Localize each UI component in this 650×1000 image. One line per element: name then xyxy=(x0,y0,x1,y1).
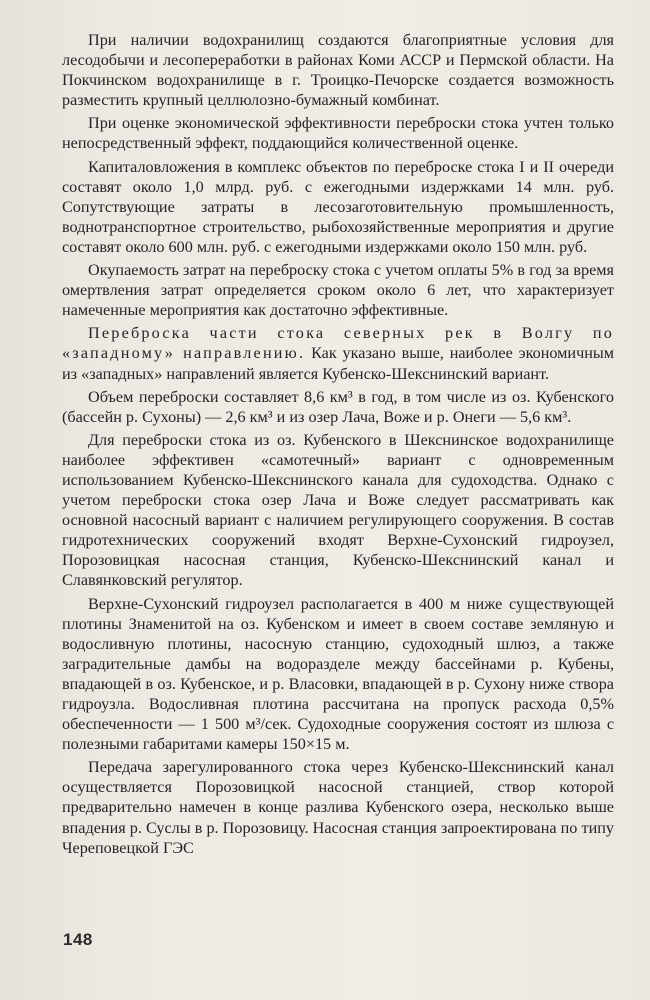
paragraph-canal-options: Для переброски стока из оз. Кубенского в Шекснинское водохранилище наиболее эффективен «самотечный» вариант с одновременным использованием Кубенско-Шекснинского канала для судоходства. Однако с учетом переброски стока озер Лача и Воже следует рассматривать как основной насосный вариант с наличием регулирующего сооружения. В состав гидротехнических сооружений входят Верхне-Сухонский гидроузел, Порозовицкая насосная станция, Кубенско-Шекснинский канал и Славянковский регулятор. xyxy=(62,430,614,590)
page-number: 148 xyxy=(63,930,93,949)
paragraph-western-direction xyxy=(62,323,614,383)
paragraph-capital-investment: Капиталовложения в комплекс объектов по переброске стока I и II очереди составят около 1,0 млрд. руб. с ежегодными издержками 14 млн. руб. Сопутствующие затраты в лесозаготовительную промышленность, воднотранспортное строительство, рыбохозяйственные мероприятия и другие составят около 600 млн. руб. с ежегодными издержками около 150 млн. руб. xyxy=(62,157,614,256)
section-heading-continuation: Как указано выше, наиболее экономичным из «западных» направлений является Кубенско-Шекснинский вариант. xyxy=(62,344,614,383)
section-heading-run-in: Переброска части стока северных рек в Волгу по «западному» направлению. xyxy=(62,324,614,363)
paragraph-reservoirs: При наличии водохранилищ создаются благоприятные условия для лесодобычи и лесопереработки в районах Коми АССР и Пермской области. На Покчинском водохранилище в г. Троицко-Печорске создается возможность разместить крупный целлюлозно-бумажный комбинат. xyxy=(62,31,614,110)
paragraph-transfer-volume: Объем переброски составляет 8,6 км³ в год, в том числе из оз. Кубенского (бассейн р. Сухоны) — 2,6 км³ и из озер Лача, Воже и р. Онеги — 5,6 км³. xyxy=(62,387,614,426)
body-text xyxy=(62,30,614,861)
paragraph-evaluation: При оценке экономической эффективности переброски стока учтен только непосредственный эффект, поддающийся количественной оценке. xyxy=(62,114,614,153)
paragraph-hydro-node: Верхне-Сухонский гидроузел располагается в 400 м ниже существующей плотины Знаменитой на оз. Кубенском и имеет в своем составе земляную и водосливную плотины, насосную станцию, судоходный шлюз, а также заградительные дамбы на водоразделе между бассейнами р. Кубены, впадающей в оз. Кубенское, и р. Власовки, впадающей в р. Сухону ниже створа гидроузла. Водосливная плотина рассчитана на пропуск расхода 0,5% обеспеченности — 1 500 м³/сек. Судоходные сооружения состоят из шлюза с полезными габаритами камеры 150×15 м. xyxy=(62,594,614,754)
paragraph-payback: Окупаемость затрат на переброску стока с учетом оплаты 5% в год за время омертвления затрат определяется сроком около 6 лет, что характеризует намеченные мероприятия как достаточно эффективные. xyxy=(62,261,614,320)
paragraph-pumping-station: Передача зарегулированного стока через Кубенско-Шекснинский канал осуществляется Порозовицкой насосной станцией, створ которой предварительно намечен в конце разлива Кубенского озера, несколько выше впадения р. Суслы в р. Порозовицу. Насосная станция запроектирована по типу Череповецкой ГЭС xyxy=(62,758,614,857)
